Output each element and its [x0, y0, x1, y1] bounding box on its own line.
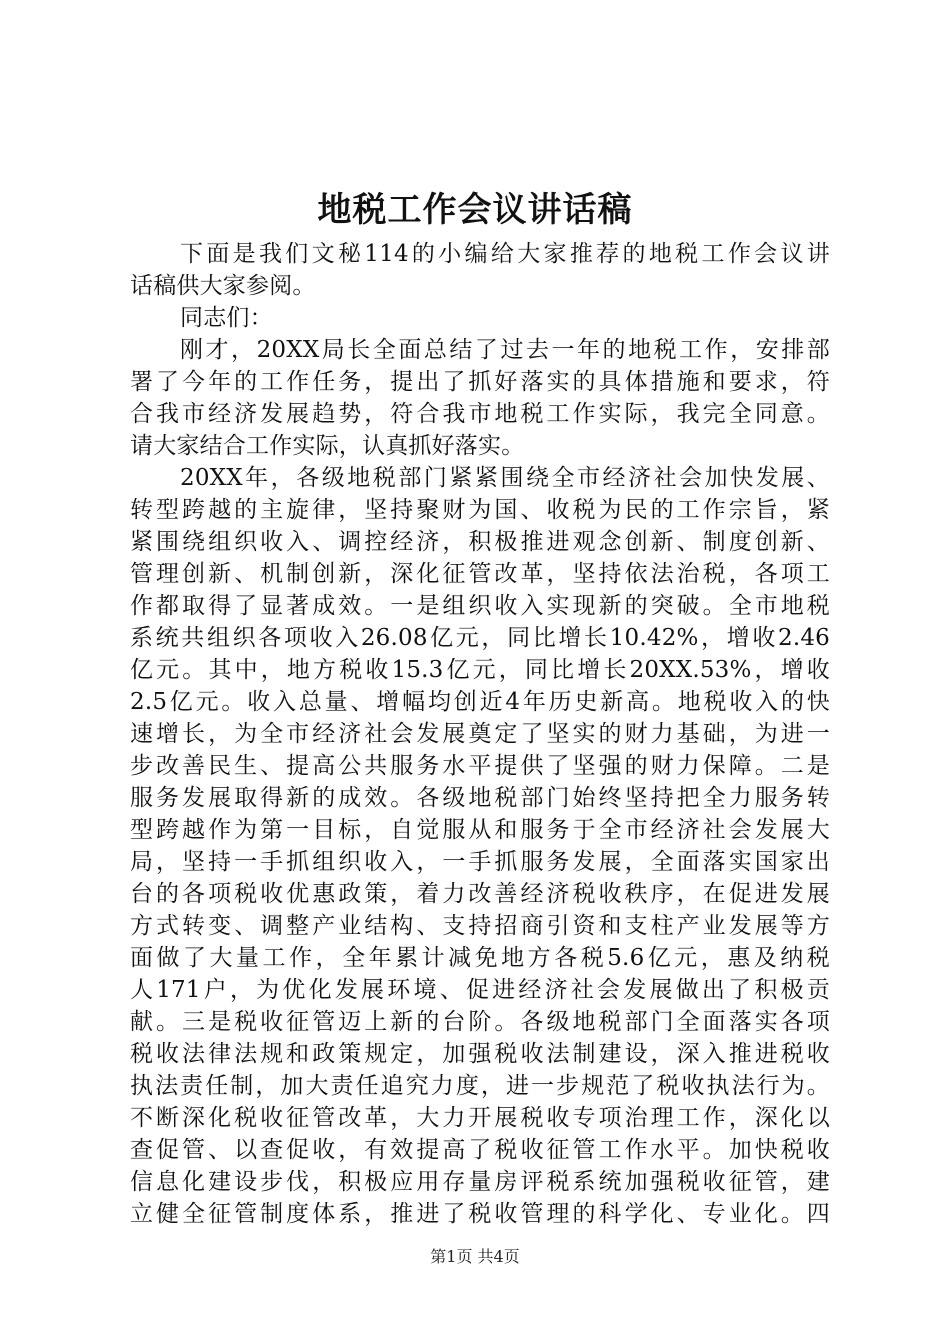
- text-line: 转型跨越的主旋律，坚持聚财为国、收税为民的工作宗旨，紧: [130, 497, 830, 523]
- text-line: 执法责任制，加大责任追究力度，进一步规范了税收执法行为。: [130, 1073, 830, 1099]
- text-line: 型跨越作为第一目标，自觉服从和服务于全市经济社会发展大: [130, 817, 830, 843]
- text-line: 合我市经济发展趋势，符合我市地税工作实际，我完全同意。: [130, 401, 830, 427]
- text-line: 不断深化税收征管改革，大力开展税收专项治理工作，深化以: [130, 1105, 830, 1131]
- text-line: 话稿供大家参阅。: [130, 273, 316, 299]
- text-line: 20XX年，各级地税部门紧紧围绕全市经济社会加快发展、: [180, 465, 830, 491]
- text-line: 台的各项税收优惠政策，着力改善经济税收秩序，在促进发展: [130, 881, 830, 907]
- text-line: 人171户，为优化发展环境、促进经济社会发展做出了积极贡: [130, 977, 830, 1003]
- text-line: 署了今年的工作任务，提出了抓好落实的具体措施和要求，符: [130, 369, 830, 395]
- text-line: 服务发展取得新的成效。各级地税部门始终坚持把全力服务转: [130, 785, 830, 811]
- text-line: 管理创新、机制创新，深化征管改革，坚持依法治税，各项工: [130, 561, 830, 587]
- text-line: 同志们：: [180, 305, 273, 331]
- text-line: 亿元。其中，地方税收15.3亿元，同比增长20XX.53%，增收: [130, 657, 830, 683]
- text-line: 步改善民生、提高公共服务水平提供了坚强的财力保障。二是: [130, 753, 830, 779]
- text-line: 查促管、以查促收，有效提高了税收征管工作水平。加快税收: [130, 1137, 830, 1163]
- page-footer: 第1页 共4页: [430, 1247, 520, 1266]
- text-line: 下面是我们文秘114的小编给大家推荐的地税工作会议讲: [180, 241, 830, 267]
- text-line: 速增长，为全市经济社会发展奠定了坚实的财力基础，为进一: [130, 721, 830, 747]
- page-title: 地税工作会议讲话稿: [317, 190, 633, 230]
- text-line: 请大家结合工作实际，认真抓好落实。: [130, 433, 525, 459]
- text-line: 信息化建设步伐，积极应用存量房评税系统加强税收征管，建: [130, 1169, 830, 1195]
- text-line: 方式转变、调整产业结构、支持招商引资和支柱产业发展等方: [130, 913, 830, 939]
- text-line: 2.5亿元。收入总量、增幅均创近4年历史新高。地税收入的快: [130, 689, 830, 715]
- text-line: 立健全征管制度体系，推进了税收管理的科学化、专业化。四: [130, 1201, 830, 1227]
- text-line: 面做了大量工作，全年累计减免地方各税5.6亿元，惠及纳税: [130, 945, 830, 971]
- text-line: 税收法律法规和政策规定，加强税收法制建设，深入推进税收: [130, 1041, 830, 1067]
- text-line: 局，坚持一手抓组织收入，一手抓服务发展，全面落实国家出: [130, 849, 830, 875]
- text-line: 紧围绕组织收入、调控经济，积极推进观念创新、制度创新、: [130, 529, 830, 555]
- text-line: 系统共组织各项收入26.08亿元，同比增长10.42%，增收2.46: [130, 625, 830, 651]
- text-line: 献。三是税收征管迈上新的台阶。各级地税部门全面落实各项: [130, 1009, 830, 1035]
- text-line: 作都取得了显著成效。一是组织收入实现新的突破。全市地税: [130, 593, 830, 619]
- document-body: [130, 238, 830, 1230]
- text-line: 刚才，20XX局长全面总结了过去一年的地税工作，安排部: [180, 337, 830, 363]
